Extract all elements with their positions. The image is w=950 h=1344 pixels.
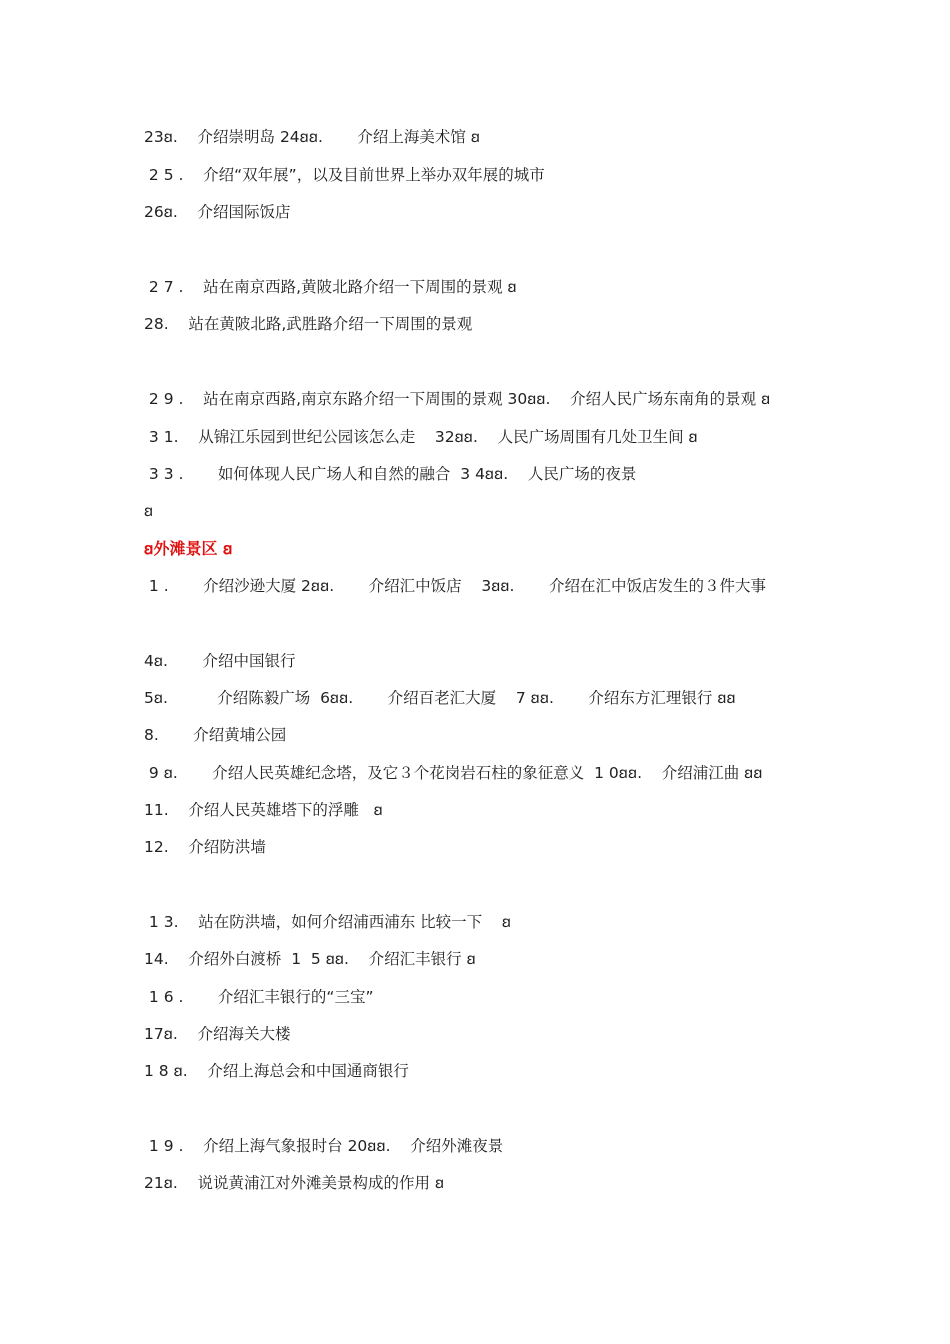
line-9-10: 9 ꞛ. 介绍人民英雄纪念塔，及它３个花岗岩石柱的象征意义 1 0ꞛꞛ. 介绍浦江曲 ꞛꞛ: [144, 764, 763, 782]
line-28: 28. 站在黄陂北路,武胜路介绍一下周围的景观: [144, 315, 473, 333]
line-29-30: 2 9 . 站在南京西路,南京东路介绍一下周围的景观 30ꞛꞛ. 介绍人民广场东南角的景观 ꞛ: [144, 390, 771, 408]
line-12: 12. 介绍防洪墙: [144, 838, 266, 856]
line-31-32: 3 1. 从锦江乐园到世纪公园该怎么走 32ꞛꞛ. 人民广场周围有几处卫生间 ꞛ: [144, 428, 698, 446]
line-26: 26ꞛ. 介绍国际饭店: [144, 203, 291, 221]
line-18: 1 8 ꞛ. 介绍上海总会和中国通商银行: [144, 1062, 409, 1080]
line-16: 1 6 . 介绍汇丰银行的“三宝”: [144, 988, 374, 1006]
line-5-7: 5ꞛ. 介绍陈毅广场 6ꞛꞛ. 介绍百老汇大厦 7 ꞛꞛ. 介绍东方汇理银行 ꞛꞛ: [144, 689, 736, 707]
line-13: 1 3. 站在防洪墙，如何介绍浦西浦东 比较一下 ꞛ: [144, 913, 512, 931]
line-27: 2 7 . 站在南京西路,黄陂北路介绍一下周围的景观 ꞛ: [144, 278, 517, 296]
line-25: 2 5 . 介绍“双年展”，以及目前世界上举办双年展的城市: [144, 166, 545, 184]
line-4: 4ꞛ. 介绍中国银行: [144, 652, 296, 670]
line-8: 8. 介绍黄埔公园: [144, 726, 287, 744]
line-17: 17ꞛ. 介绍海关大楼: [144, 1025, 291, 1043]
line-11: 11. 介绍人民英雄塔下的浮雕 ꞛ: [144, 801, 383, 819]
line-14-15: 14. 介绍外白渡桥 1 5 ꞛꞛ. 介绍汇丰银行 ꞛ: [144, 950, 476, 968]
line-23-24: 23ꞛ. 介绍崇明岛 24ꞛꞛ. 介绍上海美术馆 ꞛ: [144, 128, 480, 146]
line-21: 21ꞛ. 说说黄浦江对外滩美景构成的作用 ꞛ: [144, 1174, 445, 1192]
line-33-34: 3 3 . 如何体现人民广场人和自然的融合 3 4ꞛꞛ. 人民广场的夜景: [144, 465, 637, 483]
stray-mark-line: ꞛ: [144, 502, 154, 520]
line-1-3: 1 . 介绍沙逊大厦 2ꞛꞛ. 介绍汇中饭店 3ꞛꞛ. 介绍在汇中饭店发生的３件大事: [144, 577, 766, 595]
section-heading-bund: ꞛ外滩景区 ꞛ: [144, 539, 233, 558]
line-19-20: 1 9 . 介绍上海气象报时台 20ꞛꞛ. 介绍外滩夜景: [144, 1137, 504, 1155]
